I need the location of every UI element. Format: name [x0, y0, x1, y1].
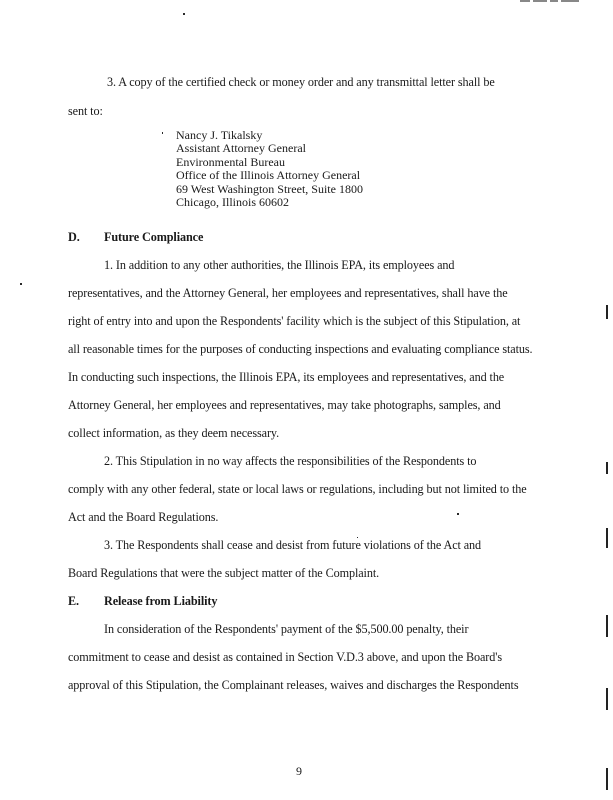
scan-speck	[183, 13, 185, 15]
scan-speck	[162, 132, 163, 134]
address-bureau: Environmental Bureau	[176, 154, 285, 169]
scan-edge-mark	[606, 615, 608, 637]
paragraph-3-line-2: sent to:	[68, 104, 103, 118]
address-name: Nancy J. Tikalsky	[176, 128, 263, 142]
d2-line-3: Act and the Board Regulations.	[68, 510, 219, 524]
scan-edge-mark	[606, 768, 608, 790]
scan-speck	[20, 283, 22, 285]
d1-line-5: In conducting such inspections, the Illinois EPA, its employees and representatives, and the	[68, 370, 505, 384]
scan-edge-mark	[606, 462, 608, 474]
e-line-2: commitment to cease and desist as contained in Section V.D.3 above, and upon the Board's	[68, 650, 502, 664]
section-d-title: Future Compliance	[104, 230, 204, 244]
d2-line-2: comply with any other federal, state or local laws or regulations, including but not limited to the	[68, 482, 527, 496]
address-title: Assistant Attorney General	[176, 141, 306, 156]
scan-edge-mark	[606, 305, 608, 319]
scan-header-mark	[520, 0, 590, 3]
d2-line-1: 2. This Stipulation in no way affects the responsibilities of the Respondents to	[104, 454, 477, 468]
scan-edge-mark	[606, 688, 608, 710]
d1-line-4: all reasonable times for the purposes of conducting inspections and evaluating compliance status.	[68, 342, 533, 356]
d1-line-7: collect information, as they deem necessary.	[68, 426, 280, 440]
scan-speck	[357, 537, 358, 538]
paragraph-3-line-1: 3. A copy of the certified check or money order and any transmittal letter shall be	[107, 75, 495, 89]
d1-line-3: right of entry into and upon the Respondents' facility which is the subject of this Stipulation, at	[68, 314, 521, 328]
section-e-title: Release from Liability	[104, 594, 218, 608]
scan-edge-mark	[606, 528, 608, 548]
address-street: 69 West Washington Street, Suite 1800	[176, 181, 363, 196]
d1-line-6: Attorney General, her employees and representatives, may take photographs, samples, and	[68, 398, 501, 412]
d3-line-1: 3. The Respondents shall cease and desist from future violations of the Act and	[104, 538, 482, 552]
address-office: Office of the Illinois Attorney General	[176, 168, 361, 183]
d1-line-2: representatives, and the Attorney General, her employees and representatives, shall have the	[68, 286, 508, 300]
d1-line-1: 1. In addition to any other authorities, the Illinois EPA, its employees and	[104, 258, 455, 272]
address-city: Chicago, Illinois 60602	[176, 195, 289, 210]
d3-line-2: Board Regulations that were the subject matter of the Complaint.	[68, 566, 380, 580]
address-block	[176, 129, 363, 209]
e-line-3: approval of this Stipulation, the Complainant releases, waives and discharges the Respondents	[68, 678, 519, 692]
e-line-1: In consideration of the Respondents' payment of the $5,500.00 penalty, their	[104, 622, 469, 636]
section-e-letter: E.	[68, 594, 79, 608]
scan-speck	[457, 513, 459, 515]
section-d-letter: D.	[68, 230, 80, 244]
page-number: 9	[296, 764, 302, 778]
